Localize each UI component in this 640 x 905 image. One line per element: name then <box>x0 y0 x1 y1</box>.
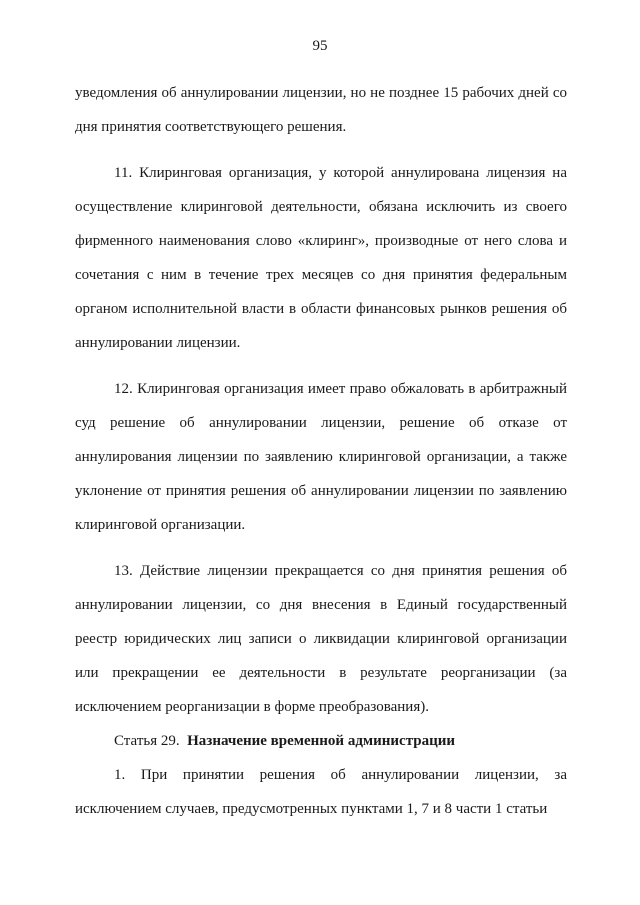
paragraph-continuation: уведомления об аннулировании лицензии, но не позднее 15 рабочих дней со дня принятия соответствующего решения. <box>75 85 567 135</box>
article-29-paragraph-1: 1. При принятии решения об аннулировании лицензии, за исключением случаев, предусмотренных пунктами 1, 7 и 8 части 1 статьи <box>75 767 567 817</box>
article-heading <box>75 724 567 758</box>
article-label: Статья 29. <box>114 733 180 749</box>
page-number: 95 <box>312 38 328 54</box>
document-body <box>75 76 567 826</box>
paragraph-12: 12. Клиринговая организация имеет право обжаловать в арбитражный суд решение об аннулировании лицензии, решение об отказе от аннулирования лицензии по заявлению клиринговой организации, а также уклонение от принятия решения об аннулировании лицензии по заявлению клиринговой организации. <box>75 381 567 533</box>
paragraph-11: 11. Клиринговая организация, у которой аннулирована лицензия на осуществление клиринговой деятельности, обязана исключить из своего фирменного наименования слово «клиринг», производные от него слова и сочетания с ним в течение трех месяцев со дня принятия федеральным органом исполнительной власти в области финансовых рынков решения об аннулировании лицензии. <box>75 165 567 351</box>
paragraph-13: 13. Действие лицензии прекращается со дня принятия решения об аннулировании лицензии, со дня внесения в Единый государственный реестр юридических лиц записи о ликвидации клиринговой организации или прекращении ее деятельности в результате реорганизации (за исключением реорганизации в форме преобразования). <box>75 563 567 715</box>
article-title: Назначение временной администрации <box>187 733 456 749</box>
